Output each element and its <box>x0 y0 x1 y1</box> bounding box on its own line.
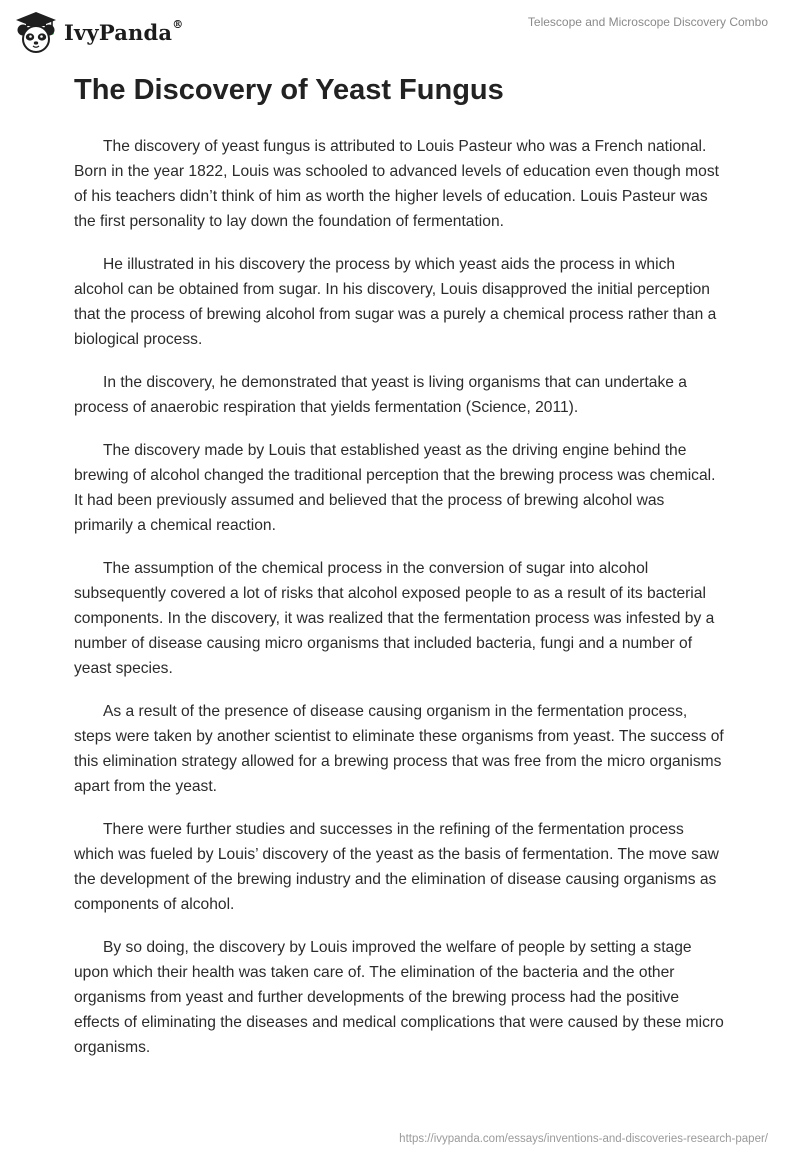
brand-name: IvyPanda® <box>64 17 184 45</box>
paragraph: The discovery made by Louis that established yeast as the driving engine behind the brewing of alcohol changed the traditional perception that the brewing process was chemical. It had been previously assumed and believed that the process of brewing alcohol was primarily a chemical reaction. <box>74 442 716 534</box>
panda-graduation-icon <box>14 10 58 54</box>
paragraph: As a result of the presence of disease causing organism in the fermentation process, steps were taken by another scientist to eliminate these organisms from yeast. The success of this elimination strategy allowed for a brewing process that was free from the micro organisms apart from the yeast. <box>74 703 724 795</box>
paragraph: The discovery of yeast fungus is attributed to Louis Pasteur who was a French national. Born in the year 1822, Louis was schooled to advanced levels of education even though most of his teachers didn’t think of him as worth the higher levels of education. Louis Pasteur was the first personality to lay down the foundation of fermentation. <box>74 138 719 230</box>
article-body <box>74 134 726 1078</box>
source-url[interactable]: https://ivypanda.com/essays/inventions-and-discoveries-research-paper/ <box>399 1133 768 1145</box>
document-title: Telescope and Microscope Discovery Combo <box>527 15 768 29</box>
page-title: The Discovery of Yeast Fungus <box>74 74 504 106</box>
paragraph: In the discovery, he demonstrated that yeast is living organisms that can undertake a process of anaerobic respiration that yields fermentation (Science, 2011). <box>74 374 687 416</box>
paragraph: By so doing, the discovery by Louis improved the welfare of people by setting a stage upon which their health was taken care of. The elimination of the bacteria and the other organisms from yeast and further developments of the brewing process had the positive effects of eliminating the diseases and medical complications that were caused by these micro organisms. <box>74 939 724 1056</box>
paragraph: There were further studies and successes in the refining of the fermentation process which was fueled by Louis’ discovery of the yeast as the basis of fermentation. The move saw the development of the brewing industry and the elimination of disease causing organisms as components of alcohol. <box>74 821 719 913</box>
page-header <box>0 0 800 70</box>
paragraph: He illustrated in his discovery the process by which yeast aids the process in which alcohol can be obtained from sugar. In his discovery, Louis disapproved the initial perception that the process of brewing alcohol from sugar was a purely a chemical process rather than a biological process. <box>74 256 717 348</box>
paragraph: The assumption of the chemical process in the conversion of sugar into alcohol subsequently covered a lot of risks that alcohol exposed people to as a result of its bacterial components. In the discovery, it was realized that the fermentation process was infested by a number of disease causing micro organisms that included bacteria, fungi and a number of yeast species. <box>74 560 715 677</box>
ivypanda-logo[interactable] <box>14 10 183 54</box>
